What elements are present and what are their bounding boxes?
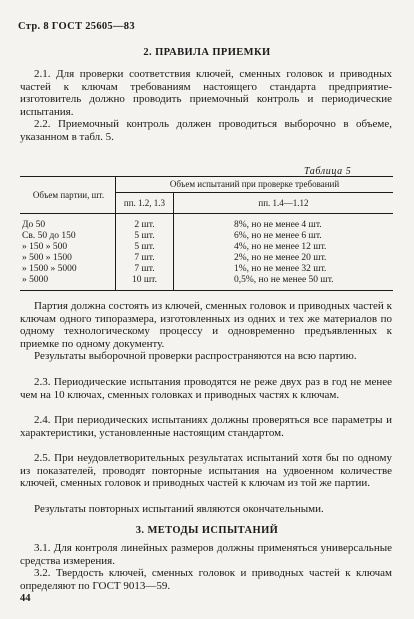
table-5 (20, 176, 393, 291)
section-2-title: 2. ПРАВИЛА ПРИЕМКИ (143, 47, 271, 58)
table-cell-p2: 6%, но не менее 6 шт. (174, 231, 394, 242)
table-body (20, 214, 393, 291)
table-cell-p2: 4%, но не менее 12 шт. (174, 242, 394, 253)
paragraph-3-1: 3.1. Для контроля линейных размеров должны применяться универсальные средства измерения. (20, 542, 392, 567)
table-cell-p1: 7 шт. (116, 253, 174, 264)
paragraph-batch: Партия должна состоять из ключей, сменных головок и приводных частей к ключам одного типоразмера, изготовленных из одних и тех же материалов по одному технологическому процессу и одновременно предъявленных к приемке по одному документу. (20, 300, 392, 350)
table-cell-p2: 1%, но не менее 32 шт. (174, 264, 394, 275)
paragraph-2-3: 2.3. Периодические испытания проводятся не реже двух раз в год не менее чем на 10 ключах, сменных головках и приводных частях к ключам. (20, 376, 392, 401)
table-cell-party: » 150 » 500 (22, 242, 68, 252)
table-cell-party: Св. 50 до 150 (22, 231, 76, 241)
paragraph-2-2: 2.2. Приемочный контроль должен проводиться выборочно в объеме, указанном в табл. 5. (20, 118, 392, 143)
paragraph-repeat: Результаты повторных испытаний являются окончательными. (34, 503, 324, 515)
table-row (20, 275, 393, 291)
paragraph-results: Результаты выборочной проверки распространяются на всю партию. (34, 350, 357, 362)
table-row (20, 214, 393, 232)
table-cell-p2: 8%, но не менее 4 шт. (174, 214, 394, 232)
table-cell-p1: 10 шт. (116, 275, 174, 291)
paragraph-3-2: 3.2. Твердость ключей, сменных головок и приводных частей к ключам определяют по ГОСТ 9013—59. (20, 567, 392, 592)
table-row (20, 242, 393, 253)
table-cell-party: » 1500 » 5000 (22, 264, 77, 274)
paragraph-2-5: 2.5. При неудовлетворительных результатах испытаний хотя бы по одному из показателей, проводят повторные испытания на удвоенном количестве ключей, сменных головок и приводных частей к ключам из той же партии. (20, 452, 392, 490)
col-header-1-4: пп. 1.4—1.12 (174, 193, 394, 214)
table-cell-p1: 7 шт. (116, 264, 174, 275)
table-cell-p1: 5 шт. (116, 231, 174, 242)
table-caption: Таблица 5 (304, 166, 352, 177)
table-cell-party: До 50 (22, 220, 46, 230)
table-cell-p1: 5 шт. (116, 242, 174, 253)
page-header: Стр. 8 ГОСТ 25605—83 (18, 21, 135, 32)
table-cell-party: » 5000 (20, 275, 116, 291)
table-row (20, 231, 393, 242)
table-cell-p2: 2%, но не менее 20 шт. (174, 253, 394, 264)
col-header-group: Объем испытаний при проверке требований (116, 177, 394, 193)
paragraph-2-4: 2.4. При периодических испытаниях должны проверяться все параметры и характеристики, установленные настоящим стандартом. (20, 414, 392, 439)
section-3-title: 3. МЕТОДЫ ИСПЫТАНИЙ (135, 525, 279, 536)
paragraph-2-1: 2.1. Для проверки соответствия ключей, сменных головок и приводных частей к ключам требованиям настоящего стандарта предприятие-изготовитель должно проводить приемочный контроль и периодические испытания. (20, 68, 392, 118)
table-cell-party: » 500 » 1500 (22, 253, 72, 263)
table-cell-p2: 0,5%, но не менее 50 шт. (174, 275, 394, 291)
col-header-party: Объем партии, шт. (20, 177, 116, 214)
page-number: 44 (20, 593, 31, 604)
col-header-1-2: пп. 1.2, 1.3 (116, 193, 174, 214)
table-cell-p1: 2 шт. (116, 214, 174, 232)
table-row (20, 264, 393, 275)
table-row (20, 253, 393, 264)
